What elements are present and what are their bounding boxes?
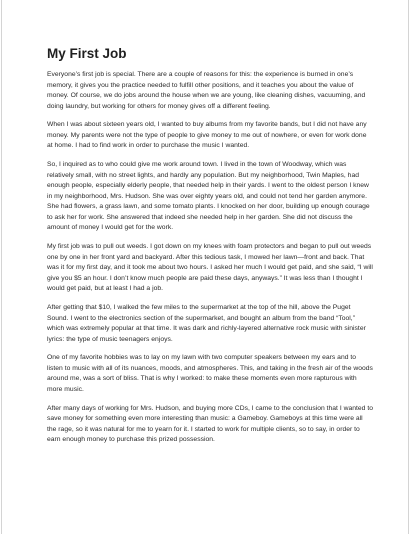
paragraph-3: So, I inquired as to who could give me work around town. I lived in the town of Woodway, which was relatively small, with no street lights, and hardly any population. But my neighborhood, Twin Maples, had enough people, especially elderly people, that needed help in their yards. I went to the oldest person I knew in my neighborhood, Mrs. Hudson. She was over eighty years old, and could not tend her garden anymore. She had flowers, a grass lawn, and some tomato plants. I knocked on her door, building up enough courage to ask her for work. She answered that indeed she needed help in her garden. She did not discuss the amount of money I would get for the work. bbox=[47, 161, 370, 232]
paragraph-4: My first job was to pull out weeds. I got down on my knees with foam protectors and began to pull out weeds one by one in her front yard and backyard. After this tedious task, I mowed her lawn—front and back. That was it for my first day, and it took me about two hours. I asked her much I would get paid, and she said, “I will give you $5 an hour. I don’t know much people are paid these days, anyways.” It was less than I thought I would get paid, but at least I had a job. bbox=[47, 243, 373, 293]
document-page bbox=[1, 0, 409, 534]
paragraph-1: Everyone’s first job is special. There are a couple of reasons for this: the experience is burned in one’s memory, it gives you the practice needed to fulfill other positions, and it teaches you about the value of money. Of course, we do jobs around the house when we are young, like cleaning dishes, vacuuming, and doing laundry, but working for others for money gives off a different feeling. bbox=[47, 71, 366, 110]
paragraph-6: One of my favorite hobbies was to lay on my lawn with two computer speakers between my ears and to listen to music with all of its nuances, moods, and atmospheres. This, and taking in the fresh air of the woods around me, was a sort of bliss. That is why I worked: to make these moments even more rapturous with more music. bbox=[47, 354, 373, 393]
paragraph-2: When I was about sixteen years old, I wanted to buy albums from my favorite bands, but I did not have any money. My parents were not the type of people to give money to me out of nowhere, or even for work done at home. I had to find work in order to purchase the music I wanted. bbox=[47, 121, 367, 150]
document-body bbox=[47, 46, 373, 454]
paragraph-5: After getting that $10, I walked the few miles to the supermarket at the top of the hill, above the Puget Sound. I went to the electronics section of the supermarket, and bought an album from the band “Tool,” which was extremely popular at that time. It was dark and richly-layered alternative rock music with sinister lyrics: the type of music teenagers enjoys. bbox=[47, 304, 366, 343]
paragraph-7: After many days of working for Mrs. Hudson, and buying more CDs, I came to the conclusion that I wanted to save money for something even more interesting than music: a Gameboy. Gameboys at this time were all the rage, so it was natural for me to yearn for it. I started to work for multiple clients, so to say, in order to earn enough money to purchase this prized possession. bbox=[47, 404, 373, 444]
document-title: My First Job bbox=[47, 46, 127, 61]
